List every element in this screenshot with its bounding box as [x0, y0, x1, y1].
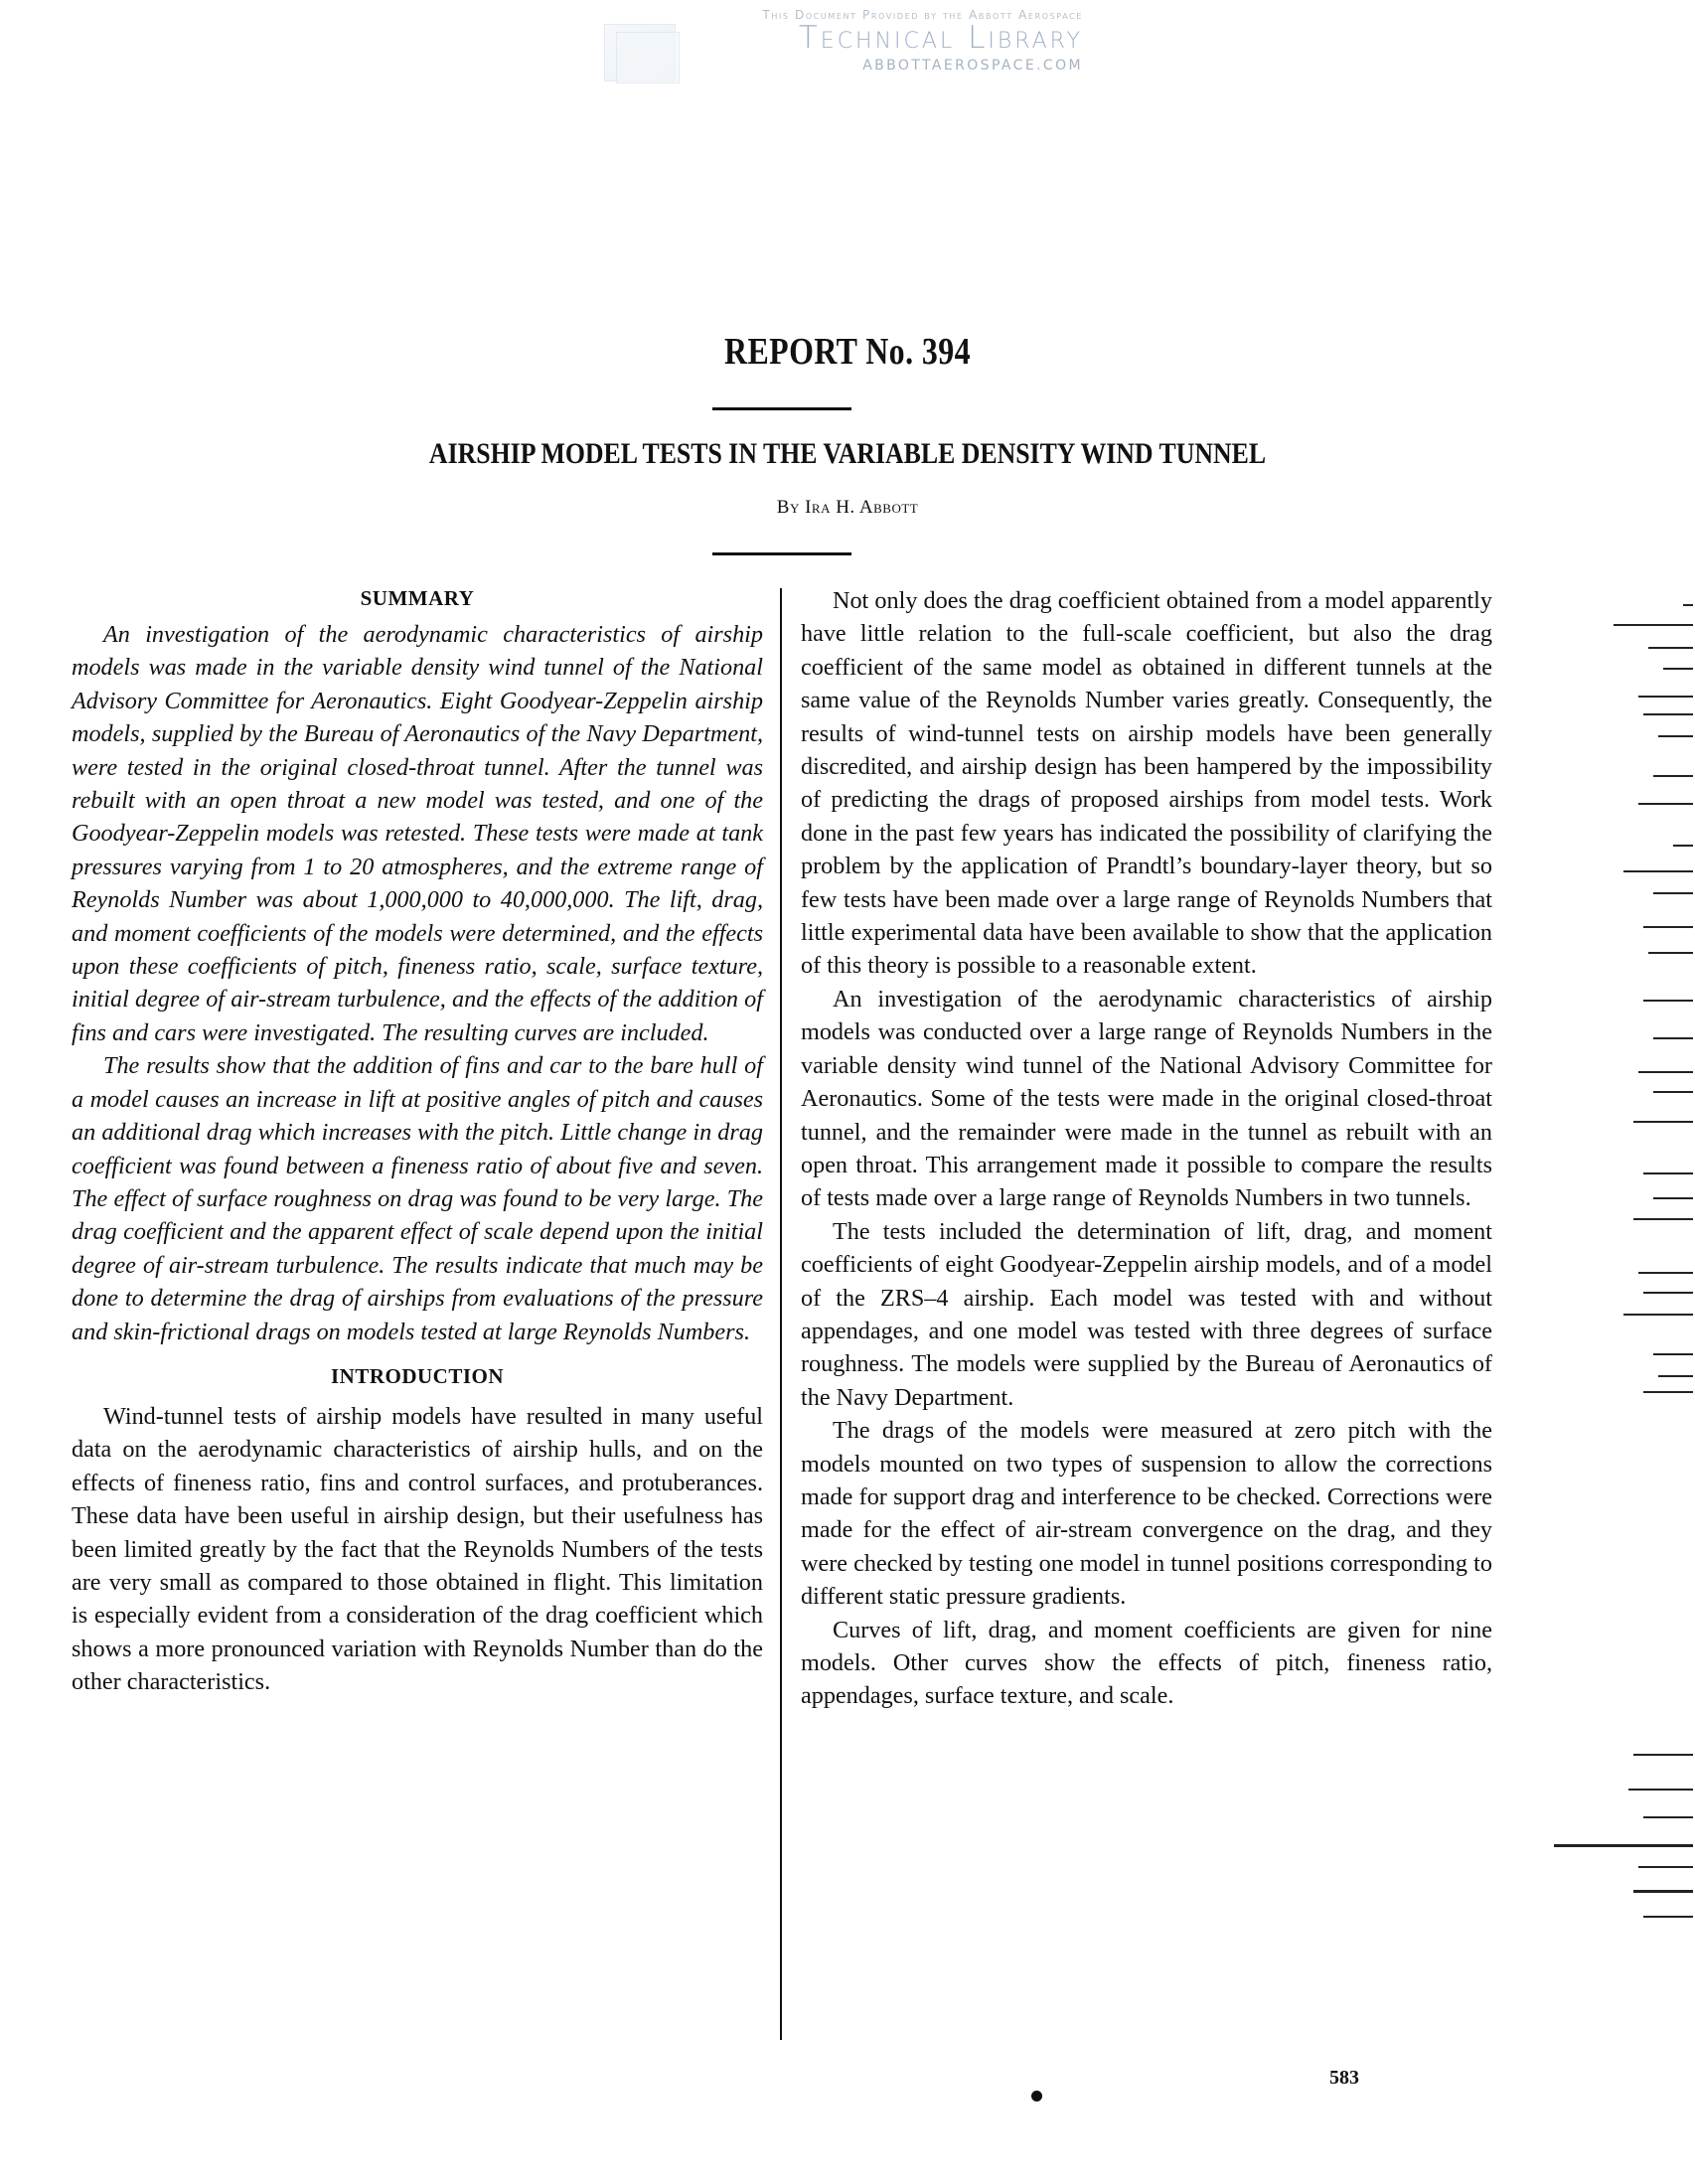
- right-column: [801, 584, 1492, 1713]
- watermark-provided-by: This Document Provided by the Abbott Aerospace: [762, 8, 1083, 22]
- introduction-paragraph: Curves of lift, drag, and moment coefficients are given for nine models. Other curves show the effects of pitch, fineness ratio, appendages, surface texture, and scale.: [801, 1616, 1492, 1710]
- title-rule-top: [712, 407, 851, 410]
- introduction-heading: INTRODUCTION: [330, 1363, 505, 1388]
- watermark-library-name: Technical Library: [798, 20, 1083, 56]
- summary-paragraph: The results show that the addition of fins and car to the bare hull of a model causes an increase in lift at positive angles of pitch and causes an additional drag which increases with the pitch. Little change in drag coefficient was found between a fineness ratio of about five and seven. The effect of surface roughness on drag was found to be very large. The drag coefficient and the apparent effect of scale depend upon the initial degree of air-stream turbulence. The results indicate that much may be done to determine the drag of airships from evaluations of the pressure and skin-frictional drags on models tested at large Reynolds Numbers.: [72, 1052, 763, 1345]
- introduction-paragraph: Not only does the drag coefficient obtained from a model apparently have little relation to the full-scale coefficient, but also the drag coefficient of the same model as obtained in different tunnels at the same value of the Reynolds Number varies greatly. Consequently, the results of wind-tunnel tests on airship models have been generally discredited, and airship design has been hampered by the impossibility of predicting the drags of proposed airships from model tests. Work done in the past few years has indicated the possibility of clarifying the problem by the application of Prandtl’s boundary-layer theory, but so few tests have been made over a large range of Reynolds Numbers that little experimental data have been available to show that the application of this theory is possible to a reasonable extent.: [801, 587, 1492, 980]
- title-rule-bottom: [712, 552, 851, 555]
- summary-heading: SUMMARY: [360, 586, 475, 610]
- left-column: [72, 584, 763, 1699]
- watermark-logo: [596, 6, 1093, 85]
- introduction-paragraph: The tests included the determination of lift, drag, and moment coefficients of eight Goodyear-Zeppelin airship models, and of a model of the ZRS–4 airship. Each model was tested with and without appendages, and one model was tested with three degrees of surface roughness. The models were supplied by the Bureau of Aeronautics of the Navy Department.: [801, 1217, 1492, 1411]
- introduction-paragraph: An investigation of the aerodynamic characteristics of airship models was conducted over a large range of Reynolds Numbers in the variable density wind tunnel of the National Advisory Committee for Aeronautics. Some of the tests were made in the original closed-throat tunnel, and the remainder were made in the tunnel as rebuilt with an open throat. This arrangement made it possible to compare the results of tests made over a large range of Reynolds Numbers in two tunnels.: [801, 985, 1492, 1212]
- column-divider: [780, 588, 782, 2040]
- scan-edge-artifacts: [1576, 0, 1695, 2184]
- watermark-website: ABBOTTAEROSPACE.COM: [862, 58, 1083, 74]
- summary-paragraph: An investigation of the aerodynamic characteristics of airship models was made in the variable density wind tunnel of the National Advisory Committee for Aeronautics. Eight Goodyear-Zeppelin airship models, supplied by the Bureau of Aeronautics of the Navy Department, were tested in the original closed-throat tunnel. After the tunnel was rebuilt with an open throat a new model was tested, and one of the Goodyear-Zeppelin models was retested. These tests were made at tank pressures varying from 1 to 20 atmospheres, and the extreme range of Reynolds Number was about 1,000,000 to 40,000,000. The lift, drag, and moment coefficients of the models were determined, and the effects upon these coefficients of pitch, fineness ratio, scale, surface texture, initial degree of air-stream turbulence, and the effects of the addition of fins and cars were investigated. The resulting curves are included.: [72, 621, 763, 1046]
- scan-dot-mark: [1031, 2091, 1042, 2102]
- paper-title: AIRSHIP MODEL TESTS IN THE VARIABLE DENSITY WIND TUNNEL: [428, 437, 1267, 470]
- report-number: REPORT No. 394: [723, 331, 972, 373]
- author-line: By Ira H. Abbott: [776, 497, 919, 518]
- page-number: 583: [1329, 2067, 1359, 2089]
- introduction-paragraph: Wind-tunnel tests of airship models have resulted in many useful data on the aerodynamic characteristics of airship hulls, and on the effects of fineness ratio, fins and control surfaces, and protuberances. These data have been useful in airship design, but their usefulness has been limited greatly by the fact that the Reynolds Numbers of the tests are very small as compared to those obtained in flight. This limitation is especially evident from a consideration of the drag coefficient which shows a more pronounced variation with Reynolds Number than do the other characteristics.: [72, 1402, 763, 1696]
- introduction-paragraph: The drags of the models were measured at zero pitch with the models mounted on two types of suspension to allow the corrections made for support drag and interference to be checked. Corrections were made for the effect of air-stream convergence on the drag, and they were checked by testing one model in tunnel positions corresponding to different static pressure gradients.: [801, 1417, 1492, 1611]
